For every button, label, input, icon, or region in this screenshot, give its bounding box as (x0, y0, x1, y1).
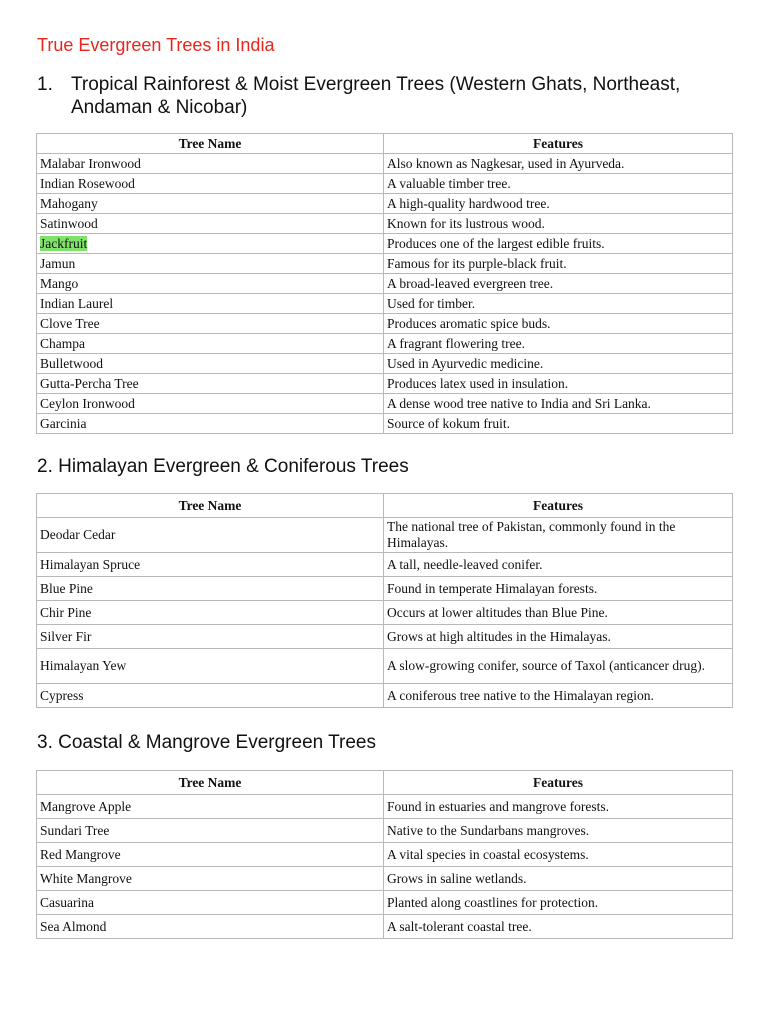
features-cell: Known for its lustrous wood. (384, 214, 733, 234)
features-cell: Produces aromatic spice buds. (384, 314, 733, 334)
tree-name-cell: Blue Pine (37, 577, 384, 601)
features-cell: A dense wood tree native to India and Sri Lanka. (384, 394, 733, 414)
features-cell: Produces one of the largest edible fruits. (384, 234, 733, 254)
table-row (37, 625, 733, 649)
table-row (37, 891, 733, 915)
table-row (37, 819, 733, 843)
table-row (37, 154, 733, 174)
tree-name-cell: Ceylon Ironwood (37, 394, 384, 414)
tree-name-cell: Silver Fir (37, 625, 384, 649)
tree-name-cell: Bulletwood (37, 354, 384, 374)
features-cell: Used in Ayurvedic medicine. (384, 354, 733, 374)
tree-name-cell: Indian Laurel (37, 294, 384, 314)
table-row (37, 553, 733, 577)
tree-name-cell: Champa (37, 334, 384, 354)
tree-name-cell: Satinwood (37, 214, 384, 234)
features-cell: Occurs at lower altitudes than Blue Pine. (384, 601, 733, 625)
table-row (37, 795, 733, 819)
column-header-tree-name: Tree Name (37, 494, 384, 518)
tree-name-cell: Red Mangrove (37, 843, 384, 867)
table-row (37, 254, 733, 274)
table-row (37, 214, 733, 234)
features-cell: Planted along coastlines for protection. (384, 891, 733, 915)
section-2-heading: 2. Himalayan Evergreen & Coniferous Trees (37, 456, 409, 477)
section-1-heading-text: Tropical Rainforest & Moist Evergreen Trees (Western Ghats, Northeast, Andaman & Nicobar) (71, 74, 681, 118)
column-header-features: Features (384, 494, 733, 518)
features-cell: Found in estuaries and mangrove forests. (384, 795, 733, 819)
table-row (37, 334, 733, 354)
tree-name-cell: Indian Rosewood (37, 174, 384, 194)
table-header-row (37, 494, 733, 518)
column-header-features: Features (384, 134, 733, 154)
tree-name-cell: Deodar Cedar (37, 518, 384, 553)
tree-name-cell: Mango (37, 274, 384, 294)
features-cell: A tall, needle-leaved conifer. (384, 553, 733, 577)
features-cell: Native to the Sundarbans mangroves. (384, 819, 733, 843)
table-row (37, 867, 733, 891)
table-row (37, 843, 733, 867)
features-cell: A valuable timber tree. (384, 174, 733, 194)
features-cell: A high-quality hardwood tree. (384, 194, 733, 214)
table-row (37, 374, 733, 394)
tree-name-cell: Sea Almond (37, 915, 384, 939)
coastal-trees-table (36, 770, 733, 939)
table-header-row (37, 134, 733, 154)
tree-name-cell: Mangrove Apple (37, 795, 384, 819)
table-row (37, 601, 733, 625)
table-row (37, 394, 733, 414)
document-title: True Evergreen Trees in India (37, 35, 275, 55)
table-row (37, 649, 733, 684)
tree-name-cell: Malabar Ironwood (37, 154, 384, 174)
table-row (37, 294, 733, 314)
features-cell: Source of kokum fruit. (384, 414, 733, 434)
tree-name-cell: Clove Tree (37, 314, 384, 334)
tree-name-cell: Sundari Tree (37, 819, 384, 843)
table-row (37, 518, 733, 553)
tree-name-cell: Chir Pine (37, 601, 384, 625)
tropical-trees-table (36, 133, 733, 434)
section-1-number: 1. (37, 74, 53, 95)
features-cell: A fragrant flowering tree. (384, 334, 733, 354)
highlighted-text: Jackfruit (40, 235, 88, 251)
features-cell: Grows in saline wetlands. (384, 867, 733, 891)
table-row (37, 915, 733, 939)
table-header-row (37, 771, 733, 795)
tree-name-cell: Cypress (37, 684, 384, 708)
tree-name-cell: Jamun (37, 254, 384, 274)
table-row (37, 314, 733, 334)
table-row (37, 194, 733, 214)
features-cell: A vital species in coastal ecosystems. (384, 843, 733, 867)
tree-name-cell: Mahogany (37, 194, 384, 214)
tree-name-cell: Himalayan Spruce (37, 553, 384, 577)
features-cell: Famous for its purple-black fruit. (384, 254, 733, 274)
features-cell: A broad-leaved evergreen tree. (384, 274, 733, 294)
column-header-tree-name: Tree Name (37, 771, 384, 795)
features-cell: Also known as Nagkesar, used in Ayurveda. (384, 154, 733, 174)
tree-name-cell: Himalayan Yew (37, 649, 384, 684)
features-cell: A salt-tolerant coastal tree. (384, 915, 733, 939)
table-row (37, 684, 733, 708)
features-cell: Found in temperate Himalayan forests. (384, 577, 733, 601)
tree-name-cell: Casuarina (37, 891, 384, 915)
section-1-heading (37, 73, 697, 119)
tree-name-cell (37, 234, 384, 254)
table-row (37, 174, 733, 194)
features-cell: The national tree of Pakistan, commonly found in the Himalayas. (384, 518, 733, 553)
tree-name-cell: Garcinia (37, 414, 384, 434)
features-cell: Produces latex used in insulation. (384, 374, 733, 394)
features-cell: A coniferous tree native to the Himalayan region. (384, 684, 733, 708)
section-3-heading: 3. Coastal & Mangrove Evergreen Trees (37, 732, 377, 753)
tree-name-cell: Gutta-Percha Tree (37, 374, 384, 394)
table-row (37, 274, 733, 294)
tree-name-cell: White Mangrove (37, 867, 384, 891)
column-header-features: Features (384, 771, 733, 795)
table-row (37, 234, 733, 254)
table-row (37, 354, 733, 374)
table-row (37, 414, 733, 434)
features-cell: Grows at high altitudes in the Himalayas. (384, 625, 733, 649)
himalayan-trees-table (36, 493, 733, 708)
column-header-tree-name: Tree Name (37, 134, 384, 154)
features-cell: Used for timber. (384, 294, 733, 314)
table-row (37, 577, 733, 601)
features-cell: A slow-growing conifer, source of Taxol (anticancer drug). (384, 649, 733, 684)
